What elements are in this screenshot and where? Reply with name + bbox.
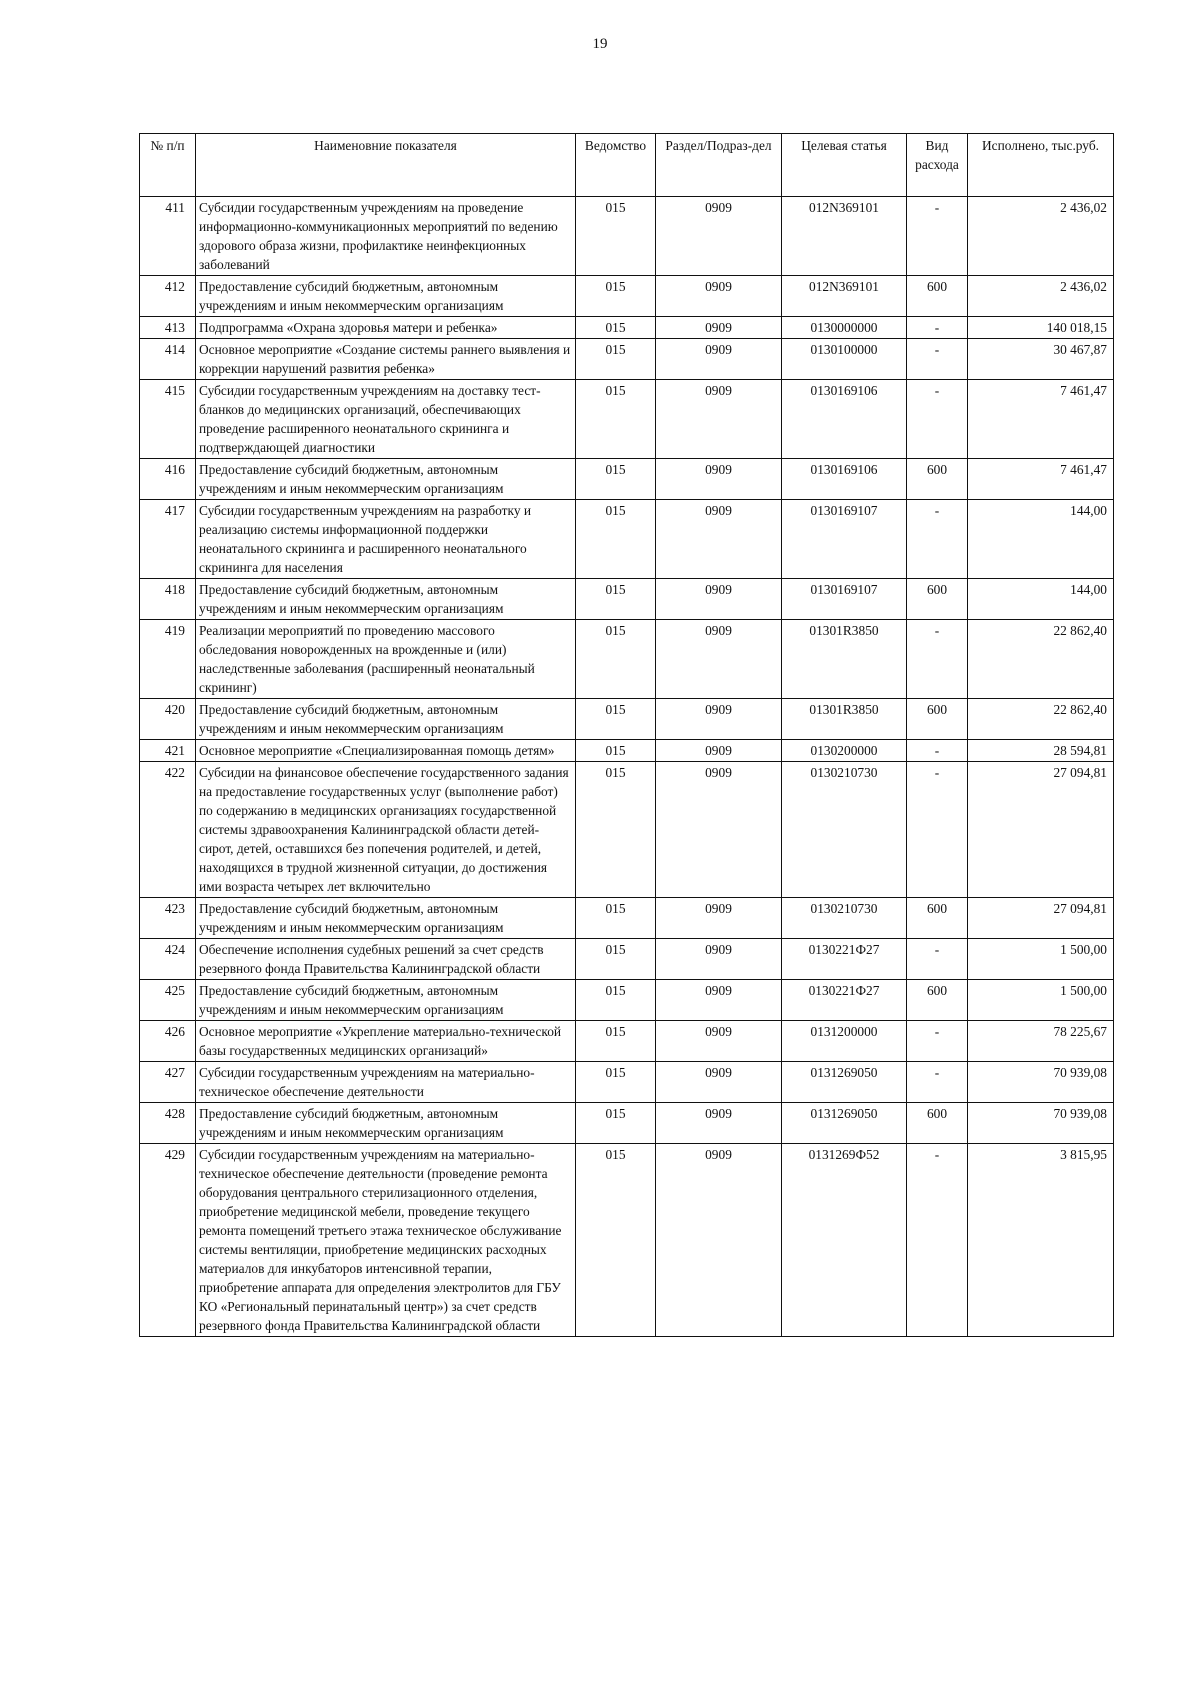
row-number: 419	[140, 620, 196, 699]
row-dept: 015	[576, 197, 656, 276]
row-section: 0909	[656, 1144, 782, 1337]
row-section: 0909	[656, 1062, 782, 1103]
row-target: 012N369101	[782, 197, 907, 276]
row-type: 600	[907, 459, 968, 500]
row-name: Предоставление субсидий бюджетным, автономным учреждениям и иным некоммерческим организациям	[196, 1103, 576, 1144]
row-dept: 015	[576, 1062, 656, 1103]
row-number: 417	[140, 500, 196, 579]
row-section: 0909	[656, 980, 782, 1021]
row-amount: 144,00	[968, 500, 1114, 579]
header-num: № п/п	[140, 134, 196, 197]
row-number: 416	[140, 459, 196, 500]
row-amount: 7 461,47	[968, 459, 1114, 500]
table-row	[140, 459, 1114, 500]
table-row	[140, 1144, 1114, 1337]
row-amount: 28 594,81	[968, 740, 1114, 762]
table-row	[140, 500, 1114, 579]
row-target: 0130169107	[782, 500, 907, 579]
row-target: 0130000000	[782, 317, 907, 339]
row-number: 411	[140, 197, 196, 276]
row-name: Основное мероприятие «Укрепление материально-технической базы государственных медицинских организаций»	[196, 1021, 576, 1062]
row-number: 425	[140, 980, 196, 1021]
row-name: Подпрограмма «Охрана здоровья матери и ребенка»	[196, 317, 576, 339]
row-target: 0130210730	[782, 762, 907, 898]
row-name: Предоставление субсидий бюджетным, автономным учреждениям и иным некоммерческим организациям	[196, 980, 576, 1021]
header-target: Целевая статья	[782, 134, 907, 197]
row-number: 422	[140, 762, 196, 898]
table-row	[140, 317, 1114, 339]
page-number: 19	[592, 36, 608, 52]
row-section: 0909	[656, 898, 782, 939]
row-type: -	[907, 762, 968, 898]
row-section: 0909	[656, 740, 782, 762]
row-type: -	[907, 500, 968, 579]
row-name: Обеспечение исполнения судебных решений за счет средств резервного фонда Правительства Калининградской области	[196, 939, 576, 980]
table-row	[140, 699, 1114, 740]
row-type: 600	[907, 1103, 968, 1144]
row-dept: 015	[576, 500, 656, 579]
header-name: Наименовние показателя	[196, 134, 576, 197]
row-amount: 22 862,40	[968, 620, 1114, 699]
row-number: 423	[140, 898, 196, 939]
row-section: 0909	[656, 699, 782, 740]
row-target: 0130200000	[782, 740, 907, 762]
row-dept: 015	[576, 579, 656, 620]
table-row	[140, 898, 1114, 939]
row-dept: 015	[576, 1144, 656, 1337]
row-type: 600	[907, 980, 968, 1021]
row-name: Реализации мероприятий по проведению массового обследования новорожденных на врожденные и (или) наследственные заболевания (расширенный неонатальный скрининг)	[196, 620, 576, 699]
row-number: 429	[140, 1144, 196, 1337]
row-name: Субсидии государственным учреждениям на проведение информационно-коммуникационных мероприятий по ведению здорового образа жизни, профилактике неинфекционных заболеваний	[196, 197, 576, 276]
row-number: 426	[140, 1021, 196, 1062]
row-amount: 7 461,47	[968, 380, 1114, 459]
table-row	[140, 380, 1114, 459]
table-row	[140, 939, 1114, 980]
row-amount: 140 018,15	[968, 317, 1114, 339]
row-section: 0909	[656, 620, 782, 699]
row-type: -	[907, 1144, 968, 1337]
row-section: 0909	[656, 380, 782, 459]
row-amount: 1 500,00	[968, 980, 1114, 1021]
row-target: 0130169106	[782, 380, 907, 459]
table-row	[140, 197, 1114, 276]
row-target: 01301R3850	[782, 699, 907, 740]
row-section: 0909	[656, 317, 782, 339]
row-amount: 3 815,95	[968, 1144, 1114, 1337]
row-target: 0130100000	[782, 339, 907, 380]
table-body	[140, 197, 1114, 1337]
row-target: 0131269050	[782, 1062, 907, 1103]
row-dept: 015	[576, 939, 656, 980]
row-amount: 27 094,81	[968, 762, 1114, 898]
row-name: Субсидии государственным учреждениям на материально-техническое обеспечение деятельности (проведение ремонта оборудования центрального стерилизационного отделения, приобретение медицинской мебели, проведение текущего ремонта помещений третьего этажа техническое обслуживание системы вентиляции, приобретение медицинских расходных материалов для инкубаторов интенсивной терапии, приобретение аппарата для определения электролитов для ГБУ КО «Региональный перинатальный центр») за счет средств резервного фонда Правительства Калининградской области	[196, 1144, 576, 1337]
row-number: 428	[140, 1103, 196, 1144]
row-type: -	[907, 380, 968, 459]
row-amount: 2 436,02	[968, 276, 1114, 317]
row-target: 0130221Ф27	[782, 980, 907, 1021]
header-section: Раздел/Подраз-дел	[656, 134, 782, 197]
row-amount: 1 500,00	[968, 939, 1114, 980]
row-dept: 015	[576, 339, 656, 380]
table-row	[140, 276, 1114, 317]
row-target: 0131200000	[782, 1021, 907, 1062]
row-type: -	[907, 339, 968, 380]
row-number: 420	[140, 699, 196, 740]
row-dept: 015	[576, 317, 656, 339]
row-dept: 015	[576, 620, 656, 699]
row-type: -	[907, 1021, 968, 1062]
row-target: 0131269Ф52	[782, 1144, 907, 1337]
row-name: Предоставление субсидий бюджетным, автономным учреждениям и иным некоммерческим организациям	[196, 898, 576, 939]
table-row	[140, 980, 1114, 1021]
row-type: -	[907, 740, 968, 762]
row-number: 424	[140, 939, 196, 980]
row-type: 600	[907, 898, 968, 939]
row-amount: 78 225,67	[968, 1021, 1114, 1062]
table-row	[140, 579, 1114, 620]
row-section: 0909	[656, 500, 782, 579]
table-row	[140, 762, 1114, 898]
row-number: 427	[140, 1062, 196, 1103]
row-dept: 015	[576, 276, 656, 317]
row-type: 600	[907, 276, 968, 317]
row-name: Основное мероприятие «Специализированная помощь детям»	[196, 740, 576, 762]
row-amount: 144,00	[968, 579, 1114, 620]
row-amount: 27 094,81	[968, 898, 1114, 939]
row-section: 0909	[656, 339, 782, 380]
row-target: 0131269050	[782, 1103, 907, 1144]
row-dept: 015	[576, 459, 656, 500]
row-target: 0130169107	[782, 579, 907, 620]
row-amount: 70 939,08	[968, 1062, 1114, 1103]
row-target: 01301R3850	[782, 620, 907, 699]
row-number: 418	[140, 579, 196, 620]
row-dept: 015	[576, 1021, 656, 1062]
budget-table	[139, 133, 1114, 1337]
row-type: 600	[907, 579, 968, 620]
row-name: Предоставление субсидий бюджетным, автономным учреждениям и иным некоммерческим организациям	[196, 459, 576, 500]
row-amount: 30 467,87	[968, 339, 1114, 380]
row-section: 0909	[656, 579, 782, 620]
row-name: Предоставление субсидий бюджетным, автономным учреждениям и иным некоммерческим организациям	[196, 276, 576, 317]
row-name: Субсидии на финансовое обеспечение государственного задания на предоставление государственных услуг (выполнение работ) по содержанию в медицинских организациях государственной системы здравоохранения Калининградской области детей-сирот, детей, оставшихся без попечения родителей, и детей, находящихся в трудной жизненной ситуации, до достижения ими возраста четырех лет включительно	[196, 762, 576, 898]
row-amount: 22 862,40	[968, 699, 1114, 740]
row-type: -	[907, 620, 968, 699]
row-target: 0130210730	[782, 898, 907, 939]
row-dept: 015	[576, 1103, 656, 1144]
row-dept: 015	[576, 980, 656, 1021]
row-section: 0909	[656, 197, 782, 276]
row-section: 0909	[656, 939, 782, 980]
row-name: Предоставление субсидий бюджетным, автономным учреждениям и иным некоммерческим организациям	[196, 699, 576, 740]
row-dept: 015	[576, 762, 656, 898]
row-amount: 2 436,02	[968, 197, 1114, 276]
row-name: Субсидии государственным учреждениям на разработку и реализацию системы информационной поддержки неонатального скрининга и расширенного неонатального скрининга для населения	[196, 500, 576, 579]
row-section: 0909	[656, 276, 782, 317]
row-section: 0909	[656, 762, 782, 898]
row-name: Предоставление субсидий бюджетным, автономным учреждениям и иным некоммерческим организациям	[196, 579, 576, 620]
row-amount: 70 939,08	[968, 1103, 1114, 1144]
header-dept: Ведомство	[576, 134, 656, 197]
table-row	[140, 1021, 1114, 1062]
row-number: 412	[140, 276, 196, 317]
row-target: 0130169106	[782, 459, 907, 500]
row-section: 0909	[656, 1103, 782, 1144]
row-dept: 015	[576, 898, 656, 939]
table-header-row	[140, 134, 1114, 197]
row-type: -	[907, 317, 968, 339]
row-name: Основное мероприятие «Создание системы раннего выявления и коррекции нарушений развития ребенка»	[196, 339, 576, 380]
row-number: 421	[140, 740, 196, 762]
header-amount: Исполнено, тыс.руб.	[968, 134, 1114, 197]
table-row	[140, 620, 1114, 699]
row-number: 415	[140, 380, 196, 459]
row-type: -	[907, 1062, 968, 1103]
row-dept: 015	[576, 380, 656, 459]
row-target: 012N369101	[782, 276, 907, 317]
row-number: 413	[140, 317, 196, 339]
row-section: 0909	[656, 1021, 782, 1062]
row-type: -	[907, 939, 968, 980]
row-type: -	[907, 197, 968, 276]
table-row	[140, 1062, 1114, 1103]
row-name: Субсидии государственным учреждениям на доставку тест-бланков до медицинских организаций, обеспечивающих проведение расширенного неонатального скрининга и подтверждающей диагностики	[196, 380, 576, 459]
row-target: 0130221Ф27	[782, 939, 907, 980]
table-row	[140, 1103, 1114, 1144]
row-section: 0909	[656, 459, 782, 500]
table-row	[140, 740, 1114, 762]
row-type: 600	[907, 699, 968, 740]
row-name: Субсидии государственным учреждениям на материально-техническое обеспечение деятельности	[196, 1062, 576, 1103]
table-row	[140, 339, 1114, 380]
row-dept: 015	[576, 699, 656, 740]
header-type: Вид расхода	[907, 134, 968, 197]
row-number: 414	[140, 339, 196, 380]
row-dept: 015	[576, 740, 656, 762]
